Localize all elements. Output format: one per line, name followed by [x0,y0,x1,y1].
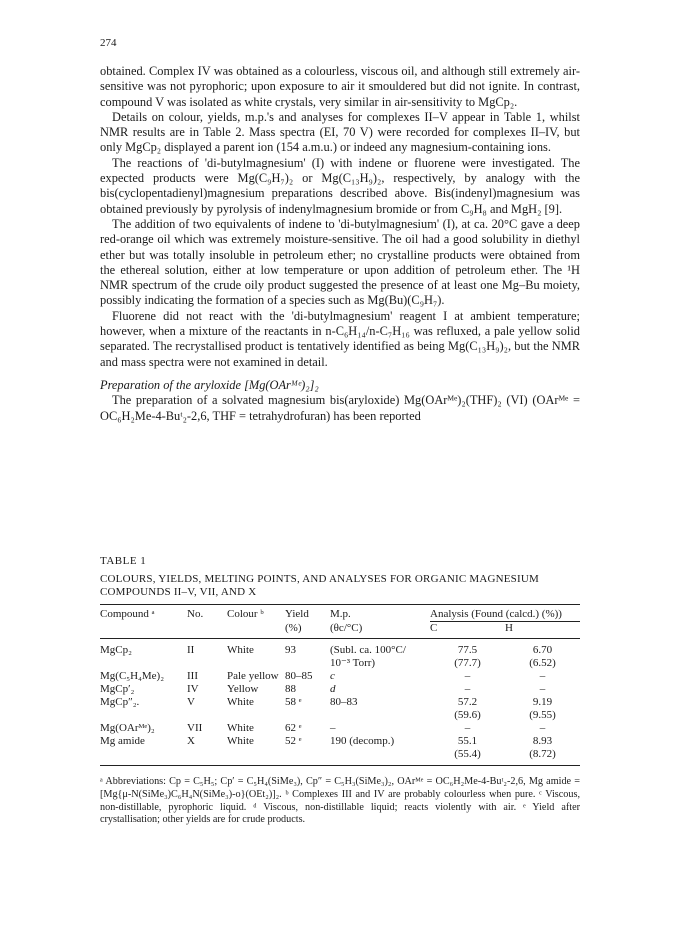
cell-c: (59.6) [454,709,481,721]
cell-yield: 58 ᵉ [285,696,302,708]
cell-yield [285,657,330,670]
cell-compound: MgCp′₂ [100,683,135,695]
cell-c: – [464,722,471,734]
cell-h: 6.70 [532,644,553,656]
cell-compound: MgCp″₂. [100,696,140,708]
header-yield: Yield [285,608,309,620]
cell-compound: Mg(OArᴹᵉ)₂ [100,722,155,734]
table-row [100,696,580,709]
header-analysis: Analysis (Found (calcd.) (%)) [430,605,580,622]
cell-compound: Mg amide [100,735,145,747]
cell-h: (9.55) [529,709,556,721]
header-colour: Colour ᵇ [227,608,264,620]
cell-no: V [187,696,195,708]
cell-c: (55.4) [454,748,481,760]
header-no: No. [187,608,204,620]
paragraph: The preparation of a solvated magnesium bis(aryloxide) Mg(OArᴹᵉ)₂(THF)₂ (VI) (OArᴹᵉ = OC₆H₂Me-4-Buᵗ₂-2,6, THF = tetrahydrofuran) has been reported [100,393,580,423]
body-text [100,64,580,424]
header-c: C [430,622,438,634]
cell-mp: 80–83 [330,696,358,708]
header-yield-unit: (%) [285,621,302,634]
table-row [100,670,580,683]
cell-mp: c [330,670,335,682]
cell-compound: MgCp₂ [100,644,132,656]
table-caption: COLOURS, YIELDS, MELTING POINTS, AND ANALYSES FOR ORGANIC MAGNESIUM COMPOUNDS II–V, VII, AND X [100,573,539,598]
cell-compound [100,748,187,765]
cell-yield: 80–85 [285,670,313,682]
table-row [100,639,580,658]
paragraph: Fluorene did not react with the 'di-butylmagnesium' reagent I at ambient temperature; however, when a mixture of the reactants in n-C₆H₁₄/n-C₇H₁₆ was refluxed, a pale yellow solid separated. The recrystallised product is tentatively identified as being Mg(C₁₃H₉)₂, but the NMR and mass spectra were not examined in detail. [100,308,580,369]
cell-colour: White [227,735,254,747]
cell-c: – [464,670,471,682]
cell-compound: Mg(C₅H₄Me)₂ [100,670,165,682]
page-number: 274 [100,37,117,49]
paragraph: The addition of two equivalents of indene to 'di-butylmagnesium' (I), at ca. 20°C gave a deep red-orange oil which was extremely moisture-sensitive. The oil had a good solubility in diethyl ether but was totally insoluble in petroleum ether; no crystalline products were obtained from the ethereal solution, either at low temperature or upon addition of petroleum ether. The ¹H NMR spectrum of the crude oily product suggested the presence of at least one Mg–Bu moiety, possibly indicating the formation of a species such as Mg(Bu)(C₉H₇). [100,216,580,308]
data-table [100,604,580,766]
table-footnotes: ᵃ Abbreviations: Cp = C₅H₅; Cp′ = C₅H₄(SiMe₃), Cp″ = C₅H₃(SiMe₃)₂, OArᴹᵉ = OC₆H₂Me-4-Buᵗ₂-2,6, Mg amide = [Mg{μ-N(SiMe₃)C₆H₄N(SiMe₃)-o}(OEt₂)]₂. ᵇ Complexes III and IV are probably colourless when pure. ᶜ Viscous, non-distillable, pyrophoric liquid. ᵈ Viscous, non-distillable liquid; reacts violently with air. ᵉ Yield after crystallisation; other yields are for crude products. [100,776,580,826]
cell-h: – [539,670,546,682]
cell-mp: – [330,722,336,734]
cell-mp: (Subl. ca. 100°C/ [330,644,406,656]
cell-yield: 88 [285,683,296,695]
cell-c: (77.7) [454,657,481,669]
table-row [100,709,580,722]
cell-colour: Pale yellow [227,670,279,682]
cell-h: – [539,683,546,695]
paragraph: obtained. Complex IV was obtained as a colourless, viscous oil, and although still extremely air-sensitive was not pyrophoric; upon exposure to air it smouldered but did not ignite. In contrast, compound V was isolated as white crystals, very similar in air-sensitivity to MgCp₂. [100,64,580,109]
cell-no: III [187,670,198,682]
cell-yield [285,748,330,765]
cell-mp: d [330,683,336,695]
header-compound: Compound ᵃ [100,608,155,620]
section-heading: Preparation of the aryloxide [Mg(OArᴹᵉ)₂]₂ [100,377,319,392]
cell-c: 57.2 [457,696,478,708]
cell-compound [100,709,187,722]
paragraph: Details on colour, yields, m.p.'s and analyses for complexes II–V appear in Table 1, whilst NMR results are in Table 2. Mass spectra (EI, 70 V) were recorded for complexes II–IV, but only MgCp₂ displayed a parent ion (154 a.m.u.) or indeed any magnesium-containing ions. [100,109,580,155]
cell-yield [285,709,330,722]
cell-colour: Yellow [227,683,259,695]
cell-mp [330,709,430,722]
cell-c: – [464,683,471,695]
cell-colour [227,657,285,670]
cell-no [187,709,227,722]
cell-compound [100,657,187,670]
cell-colour [227,748,285,765]
cell-yield: 62 ᵉ [285,722,302,734]
table-row [100,735,580,748]
cell-h: 8.93 [532,735,553,747]
cell-mp: 190 (decomp.) [330,735,395,747]
table-row [100,748,580,765]
table-row [100,657,580,670]
cell-no: II [187,644,195,656]
cell-mp [330,748,430,765]
cell-h: (8.72) [529,748,556,760]
header-h: H [505,622,513,634]
table-row [100,683,580,696]
cell-h: – [539,722,546,734]
table-label: TABLE 1 [100,555,147,567]
cell-yield: 52 ᵉ [285,735,302,747]
cell-mp: 10⁻³ Torr) [330,657,376,669]
header-mp-unit: (θc/°C) [330,621,363,634]
cell-colour [227,709,285,722]
cell-no: VII [187,722,203,734]
paragraph: The reactions of 'di-butylmagnesium' (I) with indene or fluorene were investigated. The expected products were Mg(C₉H₇)₂ or Mg(C₁₃H₉)₂, respectively, by analogy with the bis(cyclopentadienyl)magnesium preparations described above. Bis(indenyl)magnesium was obtained previously by pyrolysis of indenylmagnesium bromide or from C₉H₈ and MgH₂ [9]. [100,155,580,216]
cell-h: (6.52) [529,657,556,669]
cell-h: 9.19 [532,696,553,708]
cell-colour: White [227,722,254,734]
cell-no [187,657,227,670]
cell-no [187,748,227,765]
cell-yield: 93 [285,644,296,656]
cell-colour: White [227,696,254,708]
cell-no: X [187,735,195,747]
cell-no: IV [187,683,199,695]
cell-colour: White [227,644,254,656]
header-mp: M.p. [330,608,351,620]
cell-c: 55.1 [457,735,478,747]
cell-c: 77.5 [457,644,478,656]
table-row [100,722,580,735]
